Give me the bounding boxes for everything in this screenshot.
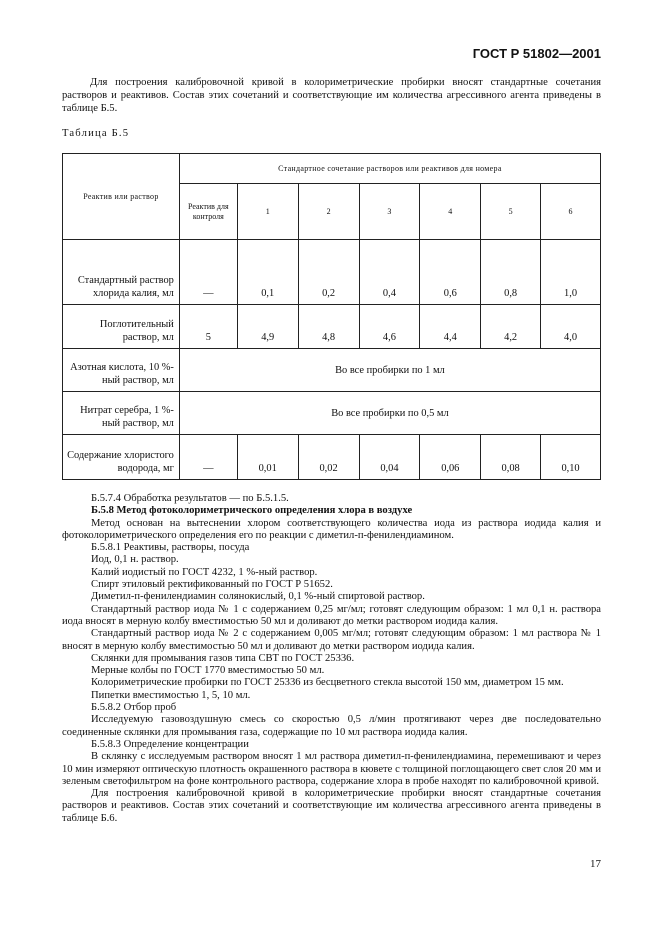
row-label: Нитрат серебра, 1 %-ный раствор, мл (63, 392, 180, 435)
method-section (62, 493, 601, 825)
value-cell: 0,4 (359, 240, 420, 305)
body-line: Склянки для промывания газов типа СВТ по ГОСТ 25336. (91, 652, 355, 664)
intro-text: Для построения калибровочной кривой в колориметрические пробирки вносят стандартные сочетания растворов и реактивов. Состав этих сочетаний и соответствующие им количества агрессивного агента приведены в таблице Б.5. (62, 77, 601, 114)
number-column-header: 1 (237, 184, 298, 240)
table-header-row (63, 154, 601, 184)
body-line: Пипетки вместимостью 1, 5, 10 мл. (91, 689, 251, 701)
page-number: 17 (590, 858, 601, 870)
value-cell: 4,4 (420, 305, 481, 349)
reagents-table (62, 153, 601, 480)
body-line: Б.5.7.4 Обработка результатов — по Б.5.1.5. (91, 493, 289, 504)
value-cell: 4,2 (481, 305, 541, 349)
value-cell: 0,01 (237, 435, 298, 480)
body-line: Для построения калибровочной кривой в колориметрические пробирки вносят стандартные сочетания растворов и реактивов. Состав этих сочетаний и соответствующие им количества агрессивного агента приведены в таблице Б.6. (62, 788, 601, 824)
table-caption: Таблица Б.5 (62, 128, 130, 139)
value-cell: 0,8 (481, 240, 541, 305)
reagent-column-header: Реактив или раствор (63, 154, 180, 240)
merged-value-cell: Во все пробирки по 0,5 мл (179, 392, 600, 435)
number-column-header: 6 (541, 184, 601, 240)
control-cell: — (179, 240, 237, 305)
number-column-header: 4 (420, 184, 481, 240)
value-cell: 1,0 (541, 240, 601, 305)
body-line: Мерные колбы по ГОСТ 1770 вместимостью 50 мл. (91, 665, 325, 677)
control-column-header: Реактив для контроля (179, 184, 237, 240)
value-cell: 0,06 (420, 435, 481, 480)
value-cell: 0,08 (481, 435, 541, 480)
body-line: Колориметрические пробирки по ГОСТ 25336 из бесцветного стекла высотой 150 мм, диаметром 15 мм. (91, 677, 564, 689)
number-column-header: 5 (481, 184, 541, 240)
value-cell: 4,8 (298, 305, 359, 349)
value-cell: 0,6 (420, 240, 481, 305)
row-label: Стандартный раствор хлорида калия, мл (63, 240, 180, 305)
number-column-header: 3 (359, 184, 420, 240)
subsection-heading: Б.5.8.1 Реактивы, растворы, посуда (91, 542, 250, 554)
body-line: Калий иодистый по ГОСТ 4232, 1 %-ный раствор. (91, 566, 318, 578)
body-line: Спирт этиловый ректификованный по ГОСТ Р 51652. (91, 579, 333, 591)
row-label: Азотная кислота, 10 %-ный раствор, мл (63, 349, 180, 392)
body-line: Исследуемую газовоздушную смесь со скоростью 0,5 л/мин протягивают через две последовательно соединенные склянки для промывания газа, содержащие по 10 мл раствора иодида калия. (62, 714, 601, 738)
table-row (63, 349, 601, 392)
table-row (63, 435, 601, 480)
subsection-heading: Б.5.8.2 Отбор проб (91, 702, 177, 714)
table-row (63, 240, 601, 305)
intro-paragraph (62, 76, 601, 115)
body-line: Стандартный раствор иода № 2 с содержанием 0,005 мг/мл; готовят следующим образом: 1 мл раствора № 1 вносят в мерную колбу вместимостью 50 мл и доливают до метки раствором иодида калия. (62, 628, 601, 652)
value-cell: 4,0 (541, 305, 601, 349)
body-line: Иод, 0,1 н. раствор. (91, 554, 179, 566)
merged-value-cell: Во все пробирки по 1 мл (179, 349, 600, 392)
standard-header: ГОСТ Р 51802—2001 (472, 46, 601, 61)
value-cell: 0,1 (237, 240, 298, 305)
subsection-heading: Б.5.8.3 Определение концентрации (91, 738, 249, 750)
body-line: Стандартный раствор иода № 1 с содержанием 0,25 мг/мл; готовят следующим образом: 1 мл 0,1 н. раствора иода вносят в мерную колбу вместимостью 50 мл и доливают до метки раствором иодида калия. (62, 603, 601, 627)
body-line: Метод основан на вытеснении хлором соответствующего количества иода из раствора иодида калия и фотоколориметрического определения его по реакции с диметил-п-фенилендиамином. (62, 517, 601, 541)
control-cell: 5 (179, 305, 237, 349)
value-cell: 0,02 (298, 435, 359, 480)
number-column-header: 2 (298, 184, 359, 240)
value-cell: 0,04 (359, 435, 420, 480)
table-row (63, 305, 601, 349)
row-label: Поглотительный раствор, мл (63, 305, 180, 349)
group-column-header: Стандартное сочетание растворов или реактивов для номера (179, 154, 600, 184)
table-row (63, 392, 601, 435)
body-line: В склянку с исследуемым раствором вносят 1 мл раствора диметил-п-фенилендиамина, перемешивают и через 10 мин измеряют оптическую плотность окрашенного раствора в кювете с толщиной поглощающего свет слоя 20 мм и зеленым светофильтром на фоне контрольного раствора, содержание хлора в пробе находят по калибровочной кривой. (62, 751, 601, 787)
control-cell: — (179, 435, 237, 480)
value-cell: 0,10 (541, 435, 601, 480)
value-cell: 0,2 (298, 240, 359, 305)
section-heading: Б.5.8 Метод фотоколориметрического определения хлора в воздухе (91, 505, 413, 517)
value-cell: 4,9 (237, 305, 298, 349)
body-line: Диметил-п-фенилендиамин солянокислый, 0,1 %-ный спиртовой раствор. (91, 591, 425, 603)
value-cell: 4,6 (359, 305, 420, 349)
row-label: Содержание хлористого водорода, мг (63, 435, 180, 480)
